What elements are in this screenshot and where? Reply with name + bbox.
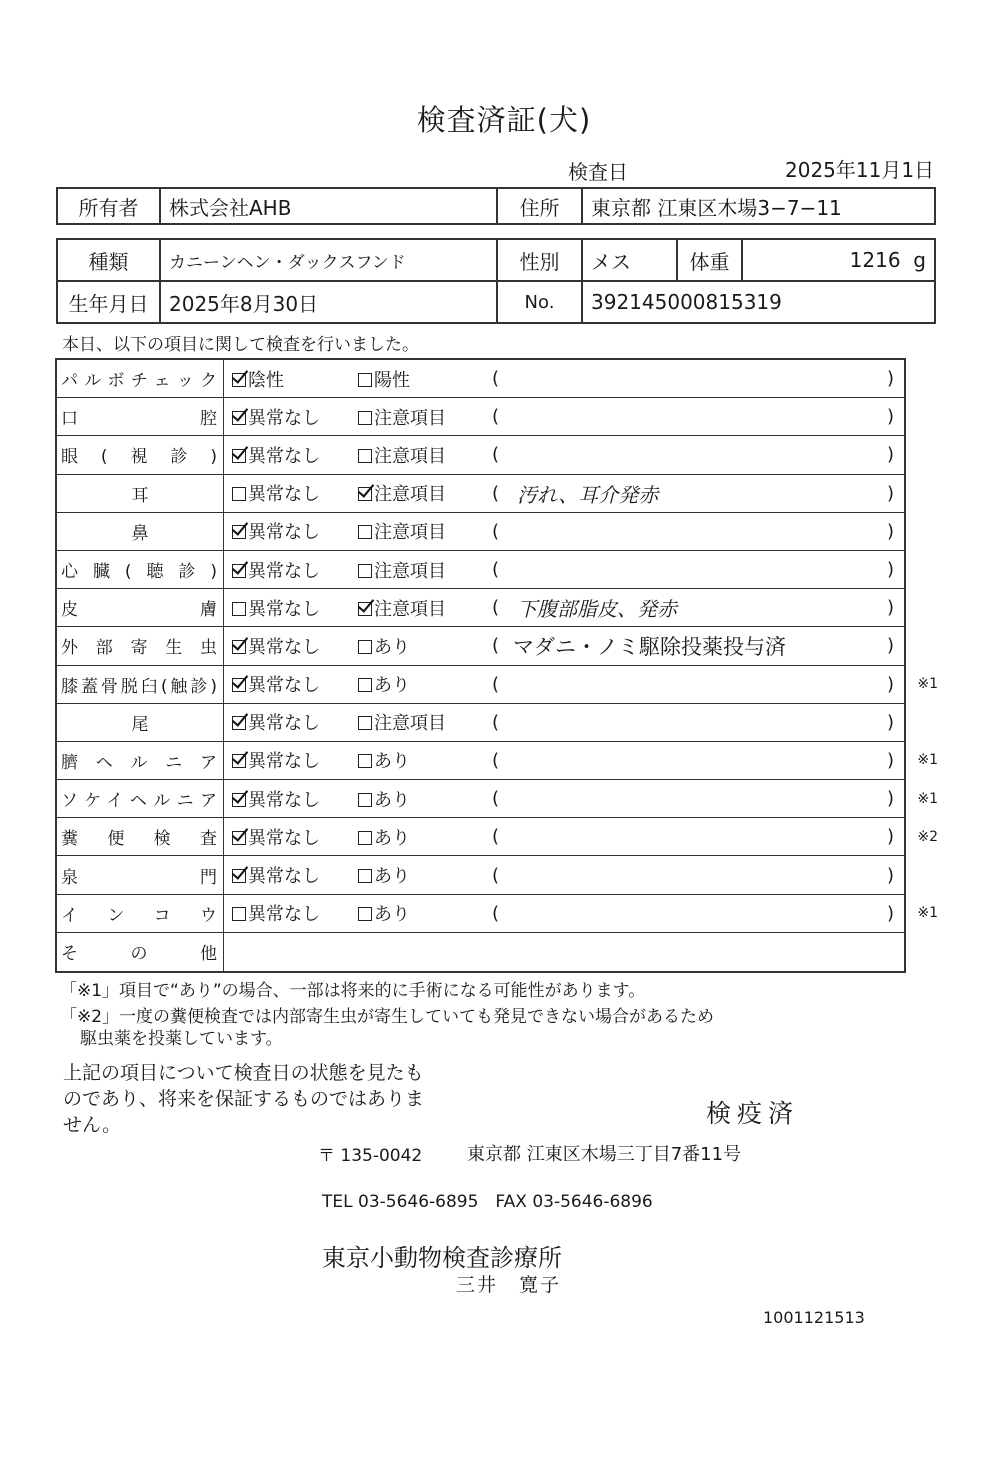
close-paren: )	[886, 711, 894, 733]
dob-value: 2025年8月30日	[160, 281, 497, 323]
checkbox-icon[interactable]	[232, 640, 246, 654]
sex-label: 性別	[497, 239, 582, 281]
checkbox-icon[interactable]	[358, 907, 372, 921]
checkbox-icon[interactable]	[232, 487, 246, 501]
weight-label: 体重	[677, 239, 742, 281]
reference-mark: ※1	[917, 905, 938, 922]
close-paren: )	[886, 902, 894, 924]
checkbox-icon[interactable]	[232, 564, 246, 578]
checklist-row	[57, 551, 904, 589]
option-normal[interactable]: 陰性	[224, 366, 358, 392]
reference-mark: ※1	[917, 676, 938, 693]
footnote-2: 「※2」一度の糞便検査では内部寄生虫が寄生していても発見できない場合があるため	[60, 1007, 715, 1027]
checklist-row	[57, 436, 904, 474]
checklist-item-label: 口腔	[57, 398, 224, 435]
checkbox-icon[interactable]	[232, 793, 246, 807]
remarks-text: マダニ・ノミ駆除投薬投与済	[513, 634, 787, 659]
checklist-row	[57, 398, 904, 436]
remarks-field[interactable]	[488, 631, 904, 661]
remarks-field[interactable]	[488, 865, 904, 886]
checklist-item-label: 鼻	[57, 513, 224, 550]
owner-table	[56, 187, 936, 225]
reference-mark: ※2	[917, 828, 938, 845]
checkbox-icon[interactable]	[358, 793, 372, 807]
clinic-name: 東京小動物検査診療所	[322, 1244, 562, 1272]
checkbox-icon[interactable]	[358, 831, 372, 845]
checklist-item-label: 心臓(聴診)	[57, 551, 224, 588]
checklist-item-label: ソケイヘルニア	[57, 780, 224, 817]
checklist-item-label: 泉門	[57, 856, 224, 893]
quarantine-stamp: 検疫済	[706, 1099, 800, 1128]
checklist-item-label: その他	[57, 933, 224, 971]
checkbox-icon[interactable]	[232, 678, 246, 692]
option-abnormal[interactable]: 注意項目	[358, 404, 488, 430]
checklist-row	[57, 818, 938, 856]
checklist-row	[57, 666, 938, 704]
open-paren: (	[492, 826, 500, 848]
open-paren: (	[492, 482, 500, 504]
close-paren: )	[886, 788, 894, 810]
close-paren: )	[886, 673, 894, 695]
checkbox-icon[interactable]	[358, 754, 372, 768]
intro-text: 本日、以下の項目に関して検査を行いました。	[62, 335, 419, 355]
option-abnormal[interactable]: 注意項目	[358, 480, 488, 506]
open-paren: (	[492, 635, 500, 657]
open-paren: (	[492, 673, 500, 695]
option-normal[interactable]: 異常なし	[224, 557, 358, 583]
owner-label: 所有者	[57, 188, 160, 224]
close-paren: )	[886, 368, 894, 390]
open-paren: (	[492, 444, 500, 466]
checkbox-icon[interactable]	[358, 716, 372, 730]
option-normal[interactable]: 異常なし	[224, 747, 358, 773]
checklist-row	[57, 589, 904, 627]
close-paren: )	[886, 864, 894, 886]
checkbox-icon[interactable]	[358, 487, 372, 501]
open-paren: (	[492, 406, 500, 428]
close-paren: )	[886, 444, 894, 466]
checkbox-icon[interactable]	[232, 525, 246, 539]
close-paren: )	[886, 635, 894, 657]
breed-label: 種類	[57, 239, 160, 281]
checkbox-icon[interactable]	[358, 640, 372, 654]
id-no-label: No.	[497, 281, 582, 323]
clinic-phone-fax: TEL 03-5646-6895 FAX 03-5646-6896	[322, 1192, 653, 1212]
remarks-field[interactable]	[488, 788, 904, 809]
remarks-field[interactable]	[488, 712, 904, 733]
option-abnormal[interactable]: あり	[358, 671, 488, 697]
open-paren: (	[492, 597, 500, 619]
checklist-item-label: パルボチェック	[57, 360, 224, 397]
reference-mark: ※1	[917, 752, 938, 769]
close-paren: )	[886, 482, 894, 504]
checklist-item-label: 耳	[57, 475, 224, 512]
close-paren: )	[886, 826, 894, 848]
checklist-row	[57, 704, 904, 742]
option-normal[interactable]: 異常なし	[224, 824, 358, 850]
checklist-row	[57, 856, 904, 894]
open-paren: (	[492, 711, 500, 733]
option-normal[interactable]: 異常なし	[224, 595, 358, 621]
checklist-item-label: 糞便検査	[57, 818, 224, 855]
remarks-field[interactable]	[488, 444, 904, 465]
checklist-row	[57, 360, 904, 398]
breed-value: カニーンヘン・ダックスフンド	[160, 239, 497, 281]
checklist-item-label: 皮膚	[57, 589, 224, 626]
checklist-row	[57, 780, 938, 818]
checkbox-icon[interactable]	[232, 907, 246, 921]
checkbox-icon[interactable]	[232, 831, 246, 845]
option-normal[interactable]: 異常なし	[224, 633, 358, 659]
option-normal[interactable]: 異常なし	[224, 900, 358, 926]
checklist-item-label: インコウ	[57, 895, 224, 932]
close-paren: )	[886, 520, 894, 542]
option-abnormal[interactable]: 注意項目	[358, 442, 488, 468]
checkbox-icon[interactable]	[232, 411, 246, 425]
open-paren: (	[492, 749, 500, 771]
page-title: 検査済証(犬)	[416, 103, 592, 137]
checkbox-icon[interactable]	[358, 602, 372, 616]
option-abnormal[interactable]: あり	[358, 747, 488, 773]
checkbox-icon[interactable]	[232, 869, 246, 883]
id-no-value: 392145000815319	[582, 281, 935, 323]
checkbox-icon[interactable]	[358, 564, 372, 578]
remarks-field[interactable]	[488, 521, 904, 542]
exam-date-label: 検査日	[568, 160, 628, 184]
option-normal[interactable]: 異常なし	[224, 480, 358, 506]
checkbox-icon[interactable]	[232, 373, 246, 387]
open-paren: (	[492, 902, 500, 924]
remarks-field[interactable]	[488, 826, 904, 847]
checklist-row	[57, 742, 938, 780]
close-paren: )	[886, 559, 894, 581]
option-abnormal[interactable]: あり	[358, 786, 488, 812]
veterinarian-name: 三井 寛子	[456, 1274, 562, 1296]
option-normal[interactable]: 異常なし	[224, 862, 358, 888]
checklist-item-label: 膝蓋骨脱臼(触診)	[57, 666, 224, 703]
pet-table	[56, 238, 936, 324]
footnote-1: 「※1」項目で“あり”の場合、一部は将来的に手術になる可能性があります。	[60, 981, 646, 1001]
checklist-item-label: 外部寄生虫	[57, 627, 224, 664]
checkbox-icon[interactable]	[232, 716, 246, 730]
address-value: 東京都 江東区木場3−7−11	[582, 188, 935, 224]
remarks-field[interactable]	[488, 593, 904, 622]
checklist-row	[57, 627, 904, 665]
option-abnormal[interactable]: 注意項目	[358, 518, 488, 544]
exam-checklist	[55, 358, 938, 973]
checklist-item-label: 臍ヘルニア	[57, 742, 224, 779]
close-paren: )	[886, 406, 894, 428]
option-abnormal[interactable]: あり	[358, 900, 488, 926]
remarks-field[interactable]	[488, 406, 904, 427]
remarks-field[interactable]	[488, 750, 904, 771]
checklist-item-label: 尾	[57, 704, 224, 741]
option-abnormal[interactable]: あり	[358, 633, 488, 659]
option-normal[interactable]: 異常なし	[224, 671, 358, 697]
checkbox-icon[interactable]	[358, 678, 372, 692]
sex-value: メス	[582, 239, 677, 281]
option-abnormal[interactable]: 注意項目	[358, 709, 488, 735]
open-paren: (	[492, 520, 500, 542]
close-paren: )	[886, 749, 894, 771]
option-normal[interactable]: 異常なし	[224, 404, 358, 430]
open-paren: (	[492, 864, 500, 886]
checkbox-icon[interactable]	[232, 449, 246, 463]
remarks-field[interactable]	[488, 903, 904, 924]
checkbox-icon[interactable]	[358, 869, 372, 883]
document-number: 1001121513	[763, 1308, 865, 1327]
owner-value: 株式会社AHB	[160, 188, 497, 224]
postal-code: 〒 135-0042	[318, 1146, 423, 1166]
checklist-row	[57, 933, 904, 971]
checkbox-icon[interactable]	[358, 449, 372, 463]
open-paren: (	[492, 788, 500, 810]
option-abnormal[interactable]: あり	[358, 862, 488, 888]
option-abnormal[interactable]: あり	[358, 824, 488, 850]
open-paren: (	[492, 368, 500, 390]
footnote-2-continued: 駆虫薬を投薬しています。	[80, 1029, 283, 1049]
checkbox-icon[interactable]	[232, 602, 246, 616]
weight-value: 1216 g	[742, 239, 935, 281]
remarks-field[interactable]	[488, 559, 904, 580]
option-abnormal[interactable]: 陽性	[358, 366, 488, 392]
checklist-item-label: 眼(視診)	[57, 436, 224, 473]
checkbox-icon[interactable]	[232, 754, 246, 768]
remarks-field[interactable]	[488, 368, 904, 389]
dob-label: 生年月日	[57, 281, 160, 323]
remarks-text: 汚れ、耳介発赤	[517, 482, 659, 507]
option-abnormal[interactable]: 注意項目	[358, 557, 488, 583]
option-normal[interactable]: 異常なし	[224, 442, 358, 468]
open-paren: (	[492, 559, 500, 581]
checkbox-icon[interactable]	[358, 373, 372, 387]
option-normal[interactable]: 異常なし	[224, 709, 358, 735]
checklist-row	[57, 475, 904, 513]
remarks-field[interactable]	[488, 674, 904, 695]
checklist-row	[57, 513, 904, 551]
option-abnormal[interactable]: 注意項目	[358, 595, 488, 621]
checkbox-icon[interactable]	[358, 411, 372, 425]
remarks-text: 下腹部脂皮、発赤	[517, 597, 678, 622]
address-label: 住所	[497, 188, 582, 224]
exam-date-value: 2025年11月1日	[785, 158, 935, 182]
checklist-row	[57, 895, 938, 933]
close-paren: )	[886, 597, 894, 619]
checkbox-icon[interactable]	[358, 525, 372, 539]
disclaimer: 上記の項目について検査日の状態を見たものであり、将来を保証するものではありません。	[63, 1062, 425, 1136]
clinic-address: 東京都 江東区木場三丁目7番11号	[467, 1144, 742, 1165]
option-normal[interactable]: 異常なし	[224, 786, 358, 812]
remarks-field[interactable]	[488, 479, 904, 508]
reference-mark: ※1	[917, 790, 938, 807]
option-normal[interactable]: 異常なし	[224, 518, 358, 544]
